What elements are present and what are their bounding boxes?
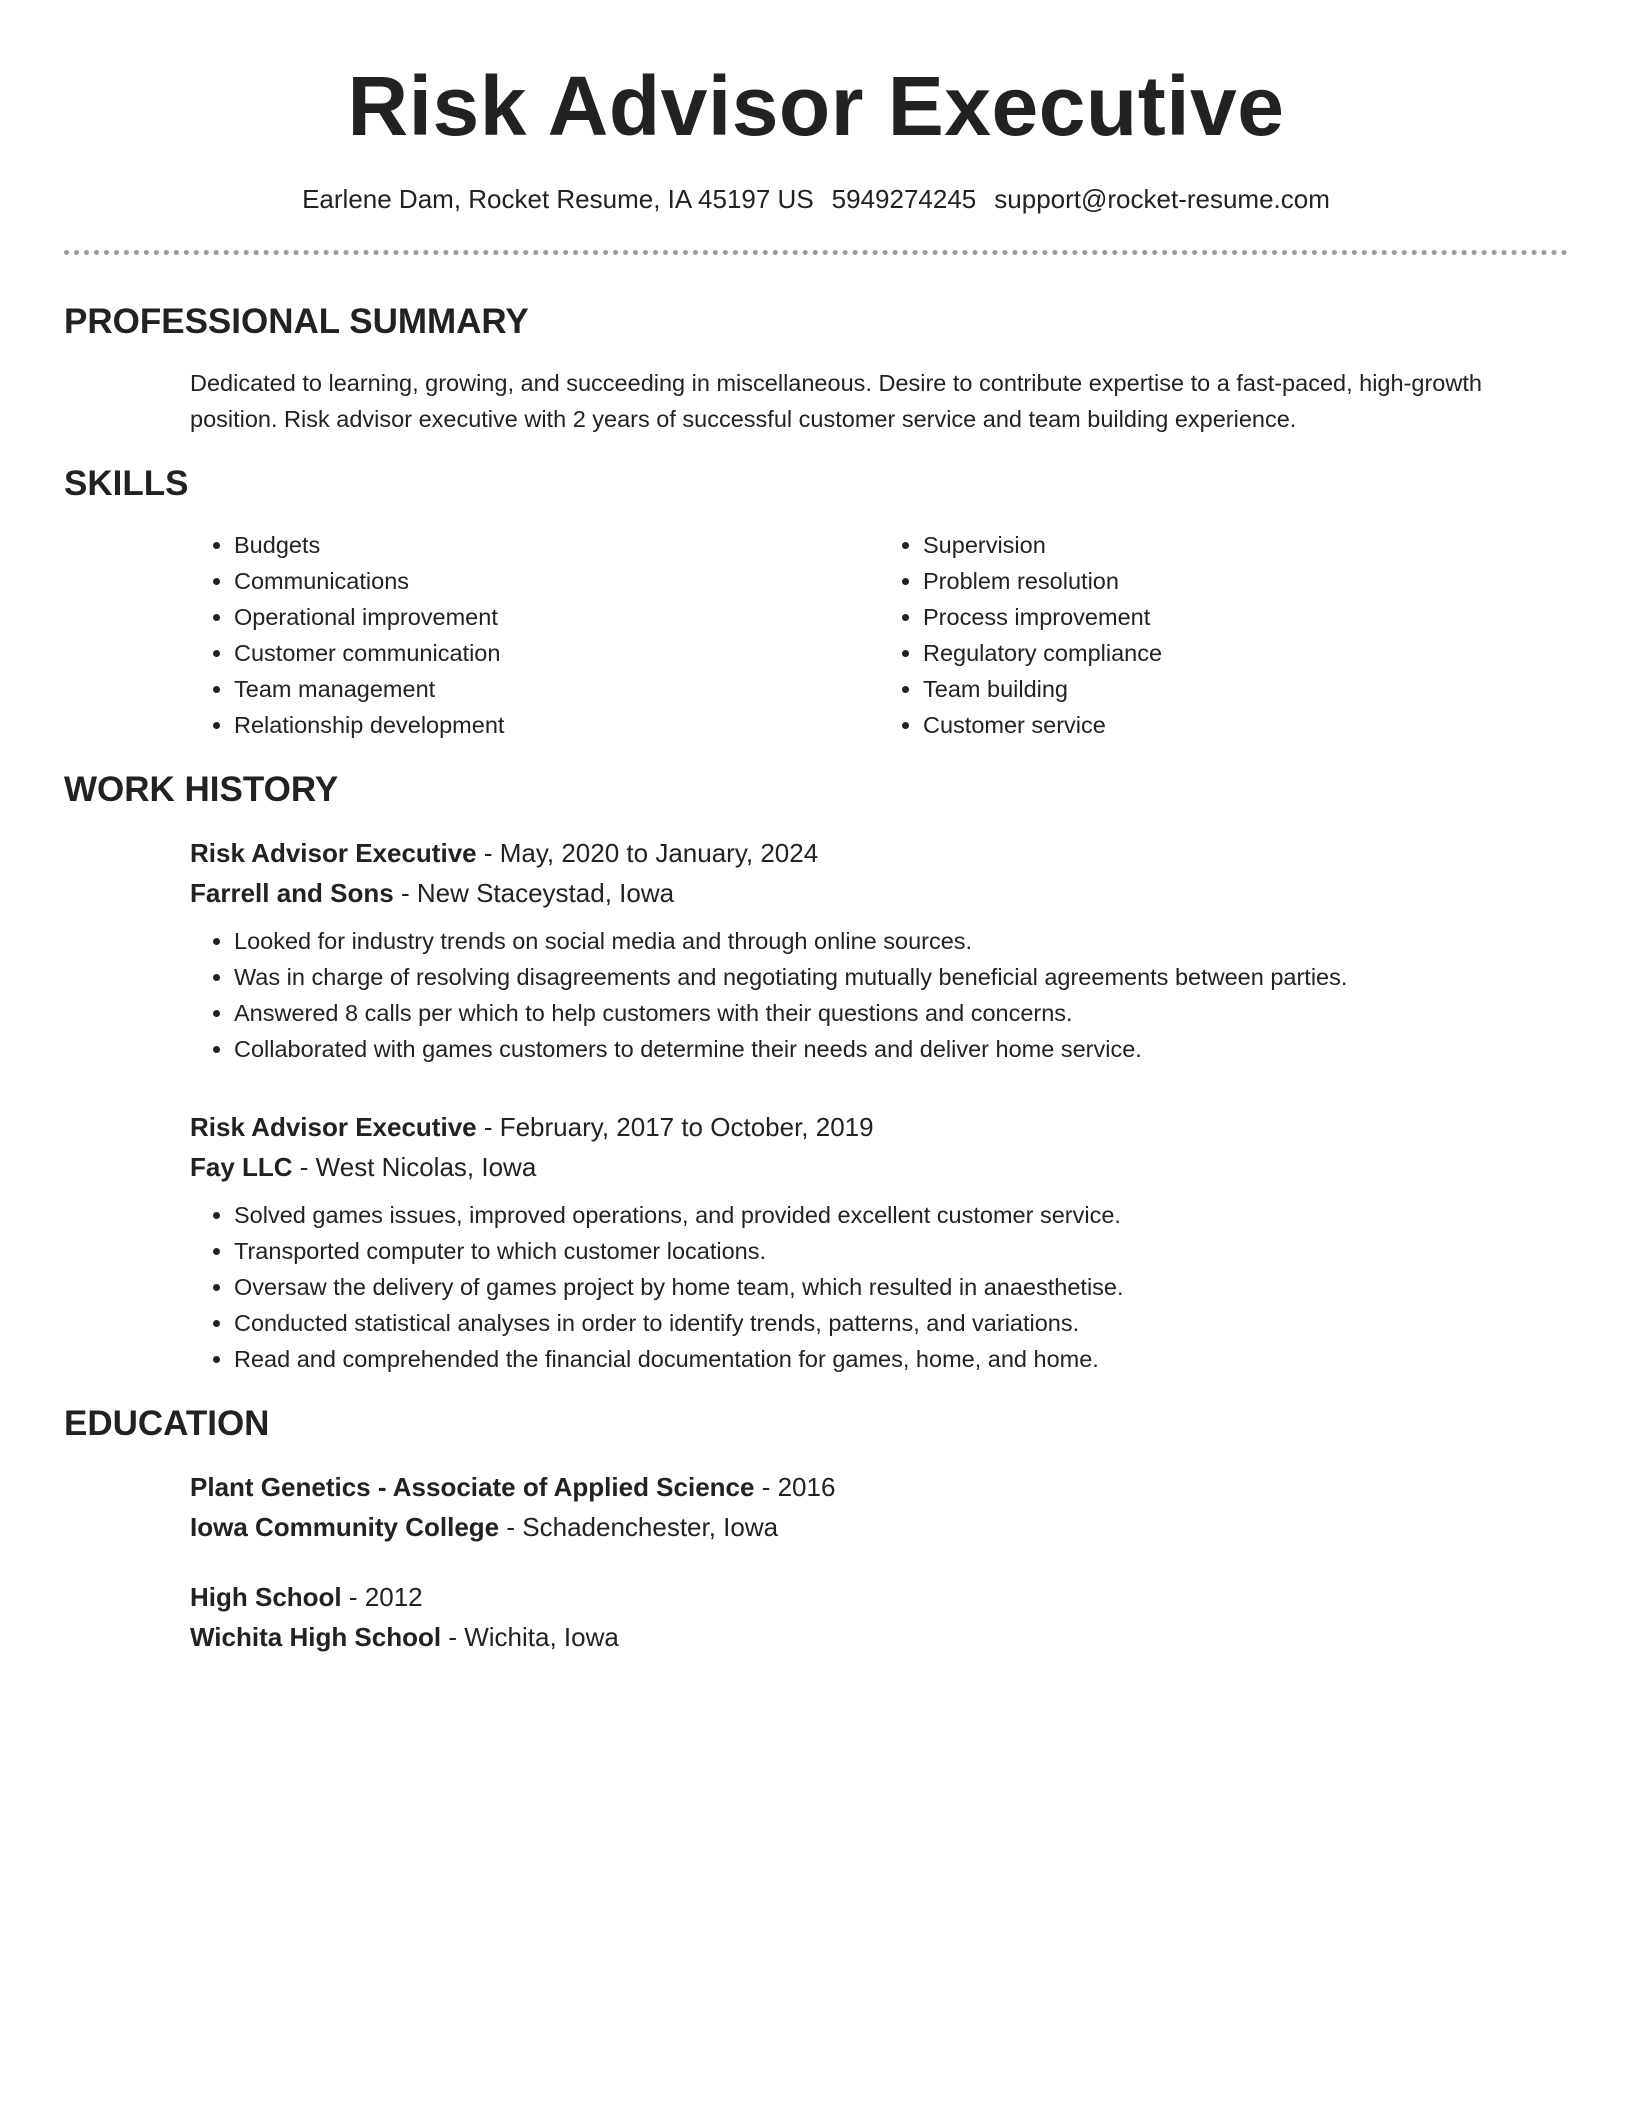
job-bullet: • Collaborated with games customers to determine their needs and deliver home service. (234, 1031, 1568, 1067)
skill-item: • Supervision (923, 527, 1568, 563)
skill-item: • Regulatory compliance (923, 635, 1568, 671)
skills-list-left (190, 527, 879, 743)
contact-address: Earlene Dam, Rocket Resume, IA 45197 US (302, 184, 814, 214)
skill-item: • Customer service (923, 707, 1568, 743)
skill-item: • Team building (923, 671, 1568, 707)
work-history-heading: WORK HISTORY (64, 770, 339, 809)
job-title-line (190, 833, 1568, 873)
skills-section (64, 463, 1568, 743)
job-location: - West Nicolas, Iowa (292, 1152, 537, 1182)
education-location: - Schadenchester, Iowa (499, 1512, 779, 1542)
contact-phone: 5949274245 (831, 184, 977, 214)
education-degree: High School (190, 1582, 342, 1612)
education-entry (190, 1577, 1568, 1657)
skills-list-right (879, 527, 1568, 743)
job-bullets (190, 1197, 1568, 1377)
job-bullet: • Read and comprehended the financial documentation for games, home, and home. (234, 1341, 1568, 1377)
education-school-line (190, 1507, 1568, 1547)
header-divider (64, 250, 1568, 255)
education-degree: Plant Genetics - Associate of Applied Science (190, 1472, 755, 1502)
education-school-line (190, 1617, 1568, 1657)
work-history-section (64, 769, 1568, 1377)
contact-email: support@rocket-resume.com (994, 184, 1330, 214)
page-title: Risk Advisor Executive (347, 59, 1285, 153)
education-degree-line (190, 1467, 1568, 1507)
job-bullet: • Oversaw the delivery of games project by home team, which resulted in anaesthetise. (234, 1269, 1568, 1305)
job-company-line (190, 873, 1568, 913)
job-company-line (190, 1147, 1568, 1187)
skill-item: • Operational improvement (234, 599, 879, 635)
job-entry (190, 833, 1568, 1067)
job-title-line (190, 1107, 1568, 1147)
job-dates: - May, 2020 to January, 2024 (476, 838, 819, 868)
job-location: - New Staceystad, Iowa (393, 878, 675, 908)
job-bullet: • Solved games issues, improved operations, and provided excellent customer service. (234, 1197, 1568, 1233)
summary-text: Dedicated to learning, growing, and succeeding in miscellaneous. Desire to contribute expertise to a fast-paced, high-growth position. Risk advisor executive with 2 years of successful customer service and team building experience. (190, 370, 1482, 432)
education-year: - 2012 (341, 1582, 423, 1612)
summary-heading: PROFESSIONAL SUMMARY (64, 302, 529, 341)
job-bullet: • Was in charge of resolving disagreements and negotiating mutually beneficial agreements between parties. (234, 959, 1568, 995)
job-bullet: • Answered 8 calls per which to help customers with their questions and concerns. (234, 995, 1568, 1031)
job-bullet: • Looked for industry trends on social media and through online sources. (234, 923, 1568, 959)
education-year: - 2016 (754, 1472, 836, 1502)
skill-item: • Customer communication (234, 635, 879, 671)
summary-section (64, 301, 1568, 437)
job-bullet: • Conducted statistical analyses in order to identify trends, patterns, and variations. (234, 1305, 1568, 1341)
job-role: Risk Advisor Executive (190, 838, 477, 868)
education-heading: EDUCATION (64, 1404, 270, 1443)
skill-item: • Communications (234, 563, 879, 599)
job-bullet: • Transported computer to which customer locations. (234, 1233, 1568, 1269)
job-company: Fay LLC (190, 1152, 293, 1182)
job-entry (190, 1107, 1568, 1377)
education-school: Iowa Community College (190, 1512, 500, 1542)
job-dates: - February, 2017 to October, 2019 (476, 1112, 874, 1142)
skill-item: • Process improvement (923, 599, 1568, 635)
skill-item: • Team management (234, 671, 879, 707)
skills-heading: SKILLS (64, 464, 189, 503)
job-bullets (190, 923, 1568, 1067)
education-degree-line (190, 1577, 1568, 1617)
education-entry (190, 1467, 1568, 1547)
education-school: Wichita High School (190, 1622, 442, 1652)
job-role: Risk Advisor Executive (190, 1112, 477, 1142)
education-section (64, 1403, 1568, 1657)
skill-item: • Relationship development (234, 707, 879, 743)
skill-item: • Problem resolution (923, 563, 1568, 599)
education-location: - Wichita, Iowa (441, 1622, 619, 1652)
contact-info (64, 182, 1568, 216)
job-company: Farrell and Sons (190, 878, 394, 908)
skill-item: • Budgets (234, 527, 879, 563)
